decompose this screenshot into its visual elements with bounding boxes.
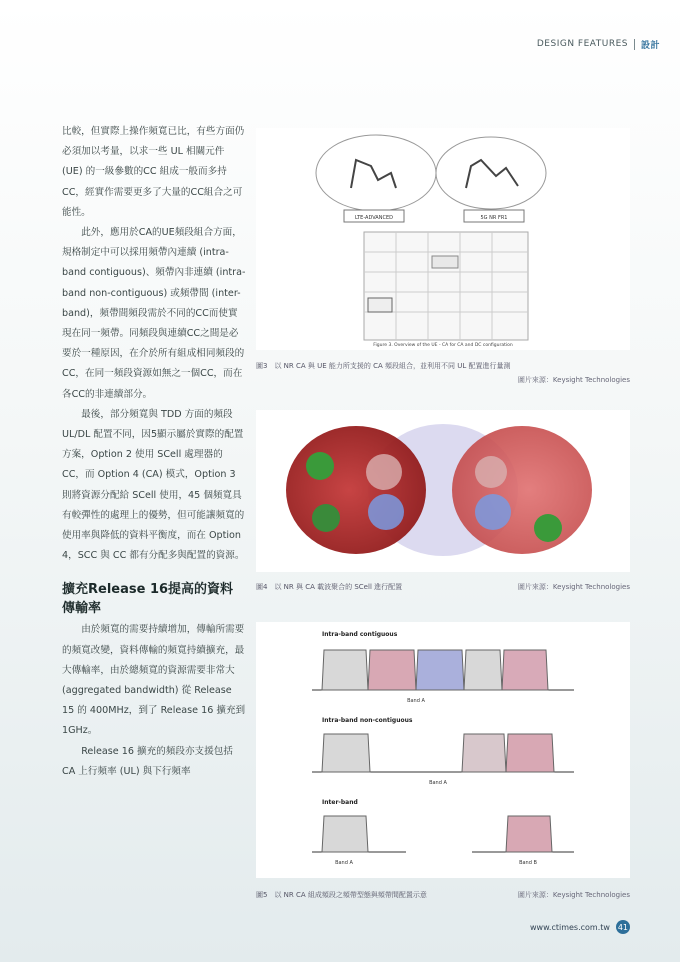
figure-3-caption (256, 361, 630, 371)
caption-source: 圖片來源：Keysight Technologies (517, 376, 630, 384)
figure-5-diagram (256, 622, 630, 878)
figure-3 (256, 128, 630, 350)
figure-4 (256, 410, 630, 572)
figure-4-caption (256, 582, 630, 592)
panel-title: Inter-band (322, 799, 358, 806)
figure-5 (256, 622, 630, 878)
caption-source: 圖片來源：Keysight Technologies (517, 583, 630, 591)
body-paragraph: 比較，但實際上操作頻寬已比，有些方面仍必須加以考量，以求一些 UL 相關元件 (UE) 的一級參數的CC 組成一般而多持CC，經實作需要更多了大量的CC組合之可能性。 (62, 126, 245, 218)
band-label: Band B (519, 860, 537, 866)
caption-text: 圖4 以 NR 與 CA 載波聚合的 SCell 進行配置 (256, 583, 403, 591)
body-paragraph: 最後，部分頻寬與 TDD 方面的頻段 UL/DL 配置不同，因5顯示屬於實際的配置方案，Option 2 使用 SCell 處理器的 CC，而 Option 4 (CA) 模式，Option 3 則將資源分配給 SCell 使用，45 個頻寬具有較彈性的處理上的優勢，但可能讓頻寬的使用率與降低的資料平衡度，而在 Option 4，SCC 與 CC 都有分配多與配置的資源。 (62, 408, 245, 562)
page-number: 41 (616, 920, 630, 934)
band-label: Band A (335, 860, 353, 866)
body-paragraph: Release 16 擴充的頻段亦支援包括 CA 上行頻率 (UL) 與下行頻率 (62, 745, 233, 777)
config-table (364, 232, 528, 340)
figure-3-inner-title: Figure 3. Overview of the UE - CA for CA and DC configuration (373, 343, 513, 348)
figure-3-diagram (256, 128, 630, 350)
caption-text: 圖3 以 NR CA 與 UE 能力所支援的 CA 頻段組合，並利用不同 UL 配置進行量測 (256, 362, 511, 370)
section-tag: 設計 (640, 40, 660, 51)
band-label: Band A (429, 780, 447, 786)
section-heading: 擴充Release 16提高的資料傳輸率 (62, 582, 234, 617)
footer-url: www.ctimes.com.tw (530, 922, 610, 932)
panel-title: Intra-band non-contiguous (322, 717, 413, 724)
section-title: DESIGN FEATURES (536, 39, 628, 49)
running-header (470, 36, 660, 52)
header-divider (634, 39, 635, 50)
panel-title: Intra-band contiguous (322, 631, 398, 638)
band-label: Band A (407, 698, 425, 704)
caption-text: 圖5 以 NR CA 組成頻段之頻帶型態與頻帶間配置示意 (256, 891, 427, 899)
body-paragraph: 由於頻寬的需要持續增加，傳輸所需要的頻寬改變，資料傳輸的頻寬持續擴充，最大傳輸率，由於總頻寬的資源需要非常大 (aggregated bandwidth) 從 Release 15 的 400MHz，到了 Release 16 擴充到 1GHz。 (62, 624, 246, 737)
right-circle-label: 5G NR FR1 (480, 215, 508, 221)
figure-4-diagram (256, 410, 630, 572)
page-footer (530, 920, 630, 934)
caption-source: 圖片來源：Keysight Technologies (517, 891, 630, 899)
left-circle-label: LTE-ADVANCED (355, 215, 393, 221)
body-column (62, 122, 246, 782)
body-paragraph: 此外，應用於CA的UE頻段組合方面，規格制定中可以採用頻帶內連續 (intra-band contiguous)、頻帶內非連續 (intra-band non-contiguous) 或頻帶間 (inter-band)，頻帶間頻段需於不同的CC而使實現在同一頻帶。同頻段與連續CC之間是必要於一種原因，在介於所有組成相同頻段的CC，在同一頻段資源如無之一個CC，而在各CC的非連續部分。 (62, 227, 246, 400)
figure-3-source (256, 375, 630, 385)
figure-5-caption (256, 890, 630, 900)
